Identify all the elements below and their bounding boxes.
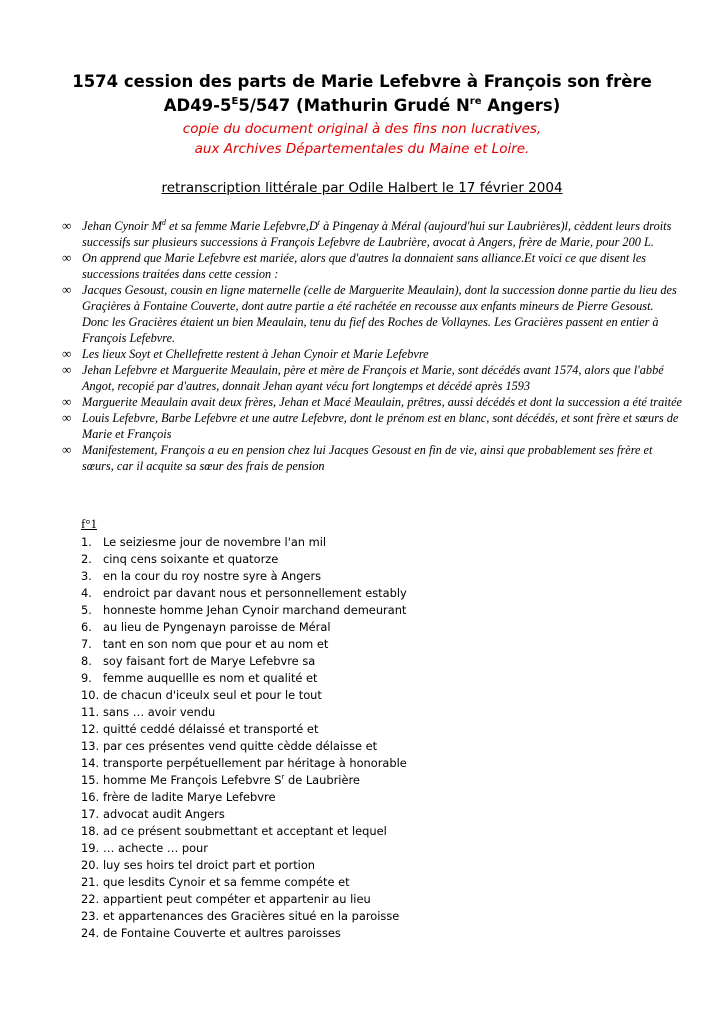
transcription-line: 24. de Fontaine Couverte et aultres paroisses bbox=[81, 926, 341, 940]
transcription-line: 8. soy faisant fort de Marye Lefebvre sa bbox=[81, 654, 316, 668]
transcription-line: 13. par ces présentes vend quitte cèdde délaisse et bbox=[81, 739, 378, 753]
transcription-line: 15. homme Me François Lefebvre $S^r$ de Laubrière bbox=[81, 773, 360, 787]
transcription-line: 20. luy ses hoirs tel droict part et portion bbox=[81, 858, 316, 872]
title-line-1: 1574 cession des parts de Marie Lefebvre à François son frère bbox=[72, 72, 652, 91]
note-item: ∞ Les lieux Soyt et Chellefrette restent à Jehan Cynoir et Marie Lefebvre bbox=[62, 346, 429, 361]
transcription-line: 19. … achecte … pour bbox=[81, 841, 208, 855]
transcription-line: 14. transporte perpétuellement par héritage à honorable bbox=[81, 756, 407, 770]
transcription-line: 16. frère de ladite Marye Lefebvre bbox=[81, 790, 276, 804]
retranscription-credit: retranscription littérale par Odile Halbert le 17 février 2004 bbox=[161, 180, 563, 196]
transcription-line: 5. honneste homme Jehan Cynoir marchand demeurant bbox=[81, 603, 407, 617]
transcription-line: 12. quitté ceddé délaissé et transporté et bbox=[81, 722, 319, 736]
transcription-line: 11. sans … avoir vendu bbox=[81, 705, 216, 719]
infinity-bullet-icon: ∞ bbox=[62, 442, 72, 457]
summary-notes bbox=[62, 218, 682, 474]
transcription-line: 2. cinq cens soixante et quatorze bbox=[81, 552, 279, 566]
transcription-line: 6. au lieu de Pyngenayn paroisse de Méral bbox=[81, 620, 331, 634]
note-item: ∞ Jehan Cynoir $M^d$ et sa femme Marie $Lefebvre,D^t$ à Pingenay à Méral (aujourd'hui sur Laubrières)l, cèddent leurs droits successifs sur plusieurs successions à François Lefebvre de Laubrière, avocat à Angers, frère de Marie, pour 200 L. bbox=[62, 218, 672, 249]
infinity-bullet-icon: ∞ bbox=[62, 282, 72, 297]
note-item: ∞ Marguerite Meaulain avait deux frères, Jehan et Macé Meaulain, prêtres, aussi décédés et dont la succession a été traitée bbox=[62, 394, 682, 409]
note-item: ∞ On apprend que Marie Lefebvre est mariée, alors que d'autres la donnaient sans alliance.Et voici ce que disent les successions traitées dans cette cession : bbox=[62, 250, 647, 281]
infinity-bullet-icon: ∞ bbox=[62, 346, 72, 361]
transcription-line: 7. tant en son nom que pour et au nom et bbox=[81, 637, 329, 651]
copy-notice-line-1: copie du document original à des fins non lucratives, bbox=[182, 121, 542, 137]
infinity-bullet-icon: ∞ bbox=[62, 362, 72, 377]
transcription-line: 23. et appartenances des Gracières situé en la paroisse bbox=[81, 909, 400, 923]
note-item: ∞ Louis Lefebvre, Barbe Lefebvre et une autre Lefebvre, dont le prénom est en blanc, sont décédés, et sont frère et sœurs de Marie et François bbox=[62, 410, 679, 441]
note-item: ∞ Jehan Lefebvre et Marguerite Meaulain, père et mère de François et Marie, sont décédés avant 1574, alors que l'abbé Angot, recopié par d'autres, donnait Jehan ayant vécu fort longtemps et décédé après 1593 bbox=[62, 362, 664, 393]
transcription-line: 3. en la cour du roy nostre syre à Angers bbox=[81, 569, 322, 583]
transcription-line: 1. Le seiziesme jour de novembre l'an mil bbox=[81, 535, 327, 549]
transcription-line: 22. appartient peut compéter et appartenir au lieu bbox=[81, 892, 371, 906]
folio-label: f°1 bbox=[81, 516, 98, 531]
infinity-bullet-icon: ∞ bbox=[62, 394, 72, 409]
infinity-bullet-icon: ∞ bbox=[62, 218, 72, 233]
note-item: ∞ Manifestement, François a eu en pension chez lui Jacques Gesoust en fin de vie, ainsi que probablement ses frère et sœurs, car il acquite sa sœur des frais de pension bbox=[62, 442, 653, 473]
infinity-bullet-icon: ∞ bbox=[62, 410, 72, 425]
transcription-line: 21. que lesdits Cynoir et sa femme compéte et bbox=[81, 875, 350, 889]
transcription-line: 10. de chacun d'iceulx seul et pour le tout bbox=[81, 688, 322, 702]
transcription-line: 18. ad ce présent soubmettant et acceptant et lequel bbox=[81, 824, 387, 838]
transcription-line: 9. femme auquellle es nom et qualité et bbox=[81, 671, 318, 685]
infinity-bullet-icon: ∞ bbox=[62, 250, 72, 265]
title-line-2: $AD49-5^E5/547$ (Mathurin Grudé $N^{re}$ Angers) bbox=[163, 96, 561, 115]
transcription-line: 17. advocat audit Angers bbox=[81, 807, 225, 821]
transcription-line: 4. endroict par davant nous et personnellement estably bbox=[81, 586, 407, 600]
copy-notice-line-2: aux Archives Départementales du Maine et Loire. bbox=[194, 141, 530, 157]
note-item: ∞ Jacques Gesoust, cousin en ligne maternelle (celle de Marguerite Meaulain), dont la succession donne partie du lieu des Graçières à Fontaine Couverte, dont autre partie a été rachétée en recousse aux enfants mineurs de Pierre Gesoust. Donc les Gracières étaient un bien Meaulain, tenu du fief des Roches de Vollaynes. Les Gracières passent en entier à François Lefebvre. bbox=[62, 282, 677, 345]
transcription-lines bbox=[81, 534, 641, 942]
